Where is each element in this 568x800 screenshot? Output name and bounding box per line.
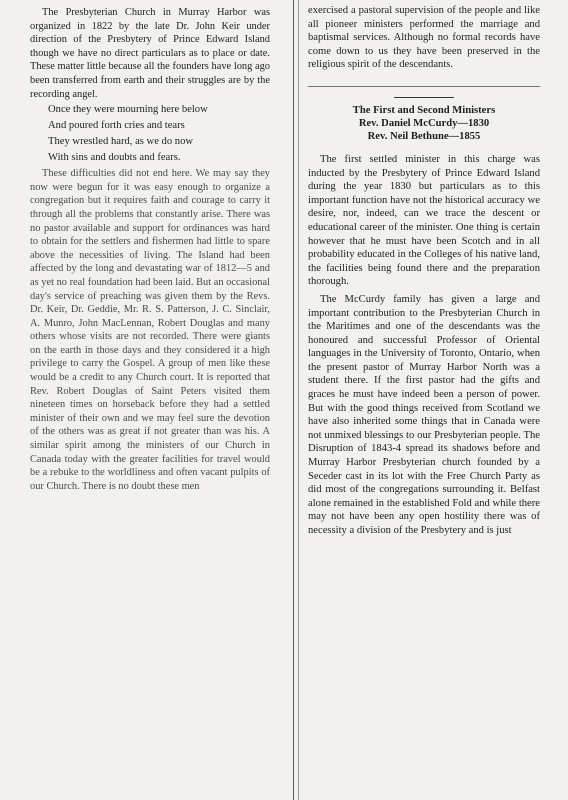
column-divider [293,0,294,800]
right-column [308,0,540,538]
article-paragraph: The McCurdy family has given a large and important contribution to the Presbyterian Church in the Maritimes and one of the descendants was the honoured and successful Professor of Oriental languages in the University of Toronto, Ontario, when the present pastor of Murray Harbor North was a student there. If the first pastor had the gifts and graces he must have indeed been a person of power. But with the good things received from Scotland we have also inherited some things that in Canada were not unmixed blessings to our Presbyterian people. The Disruption of 1843-4 spread its shadows before and Murray Harbor Presbyterian church founded by a Seceder cast in its lot with the Free Church Party as did most of the congregations surrounding it. Belfast alone remained in the established Fold and while there may not have been any open hostility there was of necessity a division of the Presbytery and is just [308,293,540,536]
left-column [30,0,270,493]
heading-rule-top [308,86,540,87]
article-paragraph: These difficulties did not end here. We may say they now were begun for it was easy enough to organize a congregation but it requires faith and courage to carry it through all the problems that constantly arise. There was no pastor available and support for ordinances was hard to obtain for the settlers and fishermen had little to spare above the necessities of living. The Island had been affected by the long and devastating war of 1812—5 and as yet no real foundation had been laid. But an occasional day's service of preaching was given them by the Revs. Dr. Keir, Dr. Geddie, Mr. R. S. Patterson, J. C. Sinclair, A. Munro, John MacLennan, Robert Douglas and many others whose visits are not recorded. There were giants on the earth in those days and they considered it a high privilege to carry the Gospel. A group of men like these would be a credit to any Church court. It is reported that Rev. Robert Douglas of Saint Peters visited them nineteen times on horseback before they had a settled minister of their own and we may feel sure the devotion of the others was as great if not greater than was his. A similar spirit among the ministers of our Church in Canada today with the greater facilities for travel would be a rebuke to the worldliness and often vacant pulpits of our Church. There is no doubt these men [30,168,270,492]
heading-subtitle-2: Rev. Neil Bethune—1855 [367,130,481,142]
poem-line: They wrestled hard, as we do now [48,136,194,148]
article-paragraph: The Presbyterian Church in Murray Harbor was organized in 1822 by the late Dr. John Keir under direction of the Presbytery of Prince Edward Island though we have no direct particulars as to place or date. These matter little because all the founders have long ago been transferred from earth and their struggles are by the recording angel. [30,7,270,100]
article-paragraph: The first settled minister in this charge was inducted by the Presbytery of Prince Edward Island during the year 1830 but particulars as to this important function have not the historical accuracy we desire, nor, indeed, can we trace the descent or educational career of the minister. One thing is certain however that he must have been Scotch and in all probability educated in the Colleges of his native land, the facilities being found there and the preparation thorough. [308,153,540,288]
section-heading [308,86,540,143]
heading-subtitle-1: Rev. Daniel McCurdy—1830 [358,117,490,129]
article-paragraph: exercised a pastoral supervision of the people and like all pioneer ministers performed the marriage and baptismal services. Although no formal records have come down to us they have been preserved in the religious spirit of the descendants. [308,5,540,71]
poem-line: With sins and doubts and fears. [48,152,181,164]
heading-short-rule [394,97,454,98]
column-divider-inner [298,0,299,800]
heading-title: The First and Second Ministers [352,104,496,116]
poem-line: Once they were mourning here below [48,104,208,116]
poem-line: And poured forth cries and tears [48,120,185,132]
